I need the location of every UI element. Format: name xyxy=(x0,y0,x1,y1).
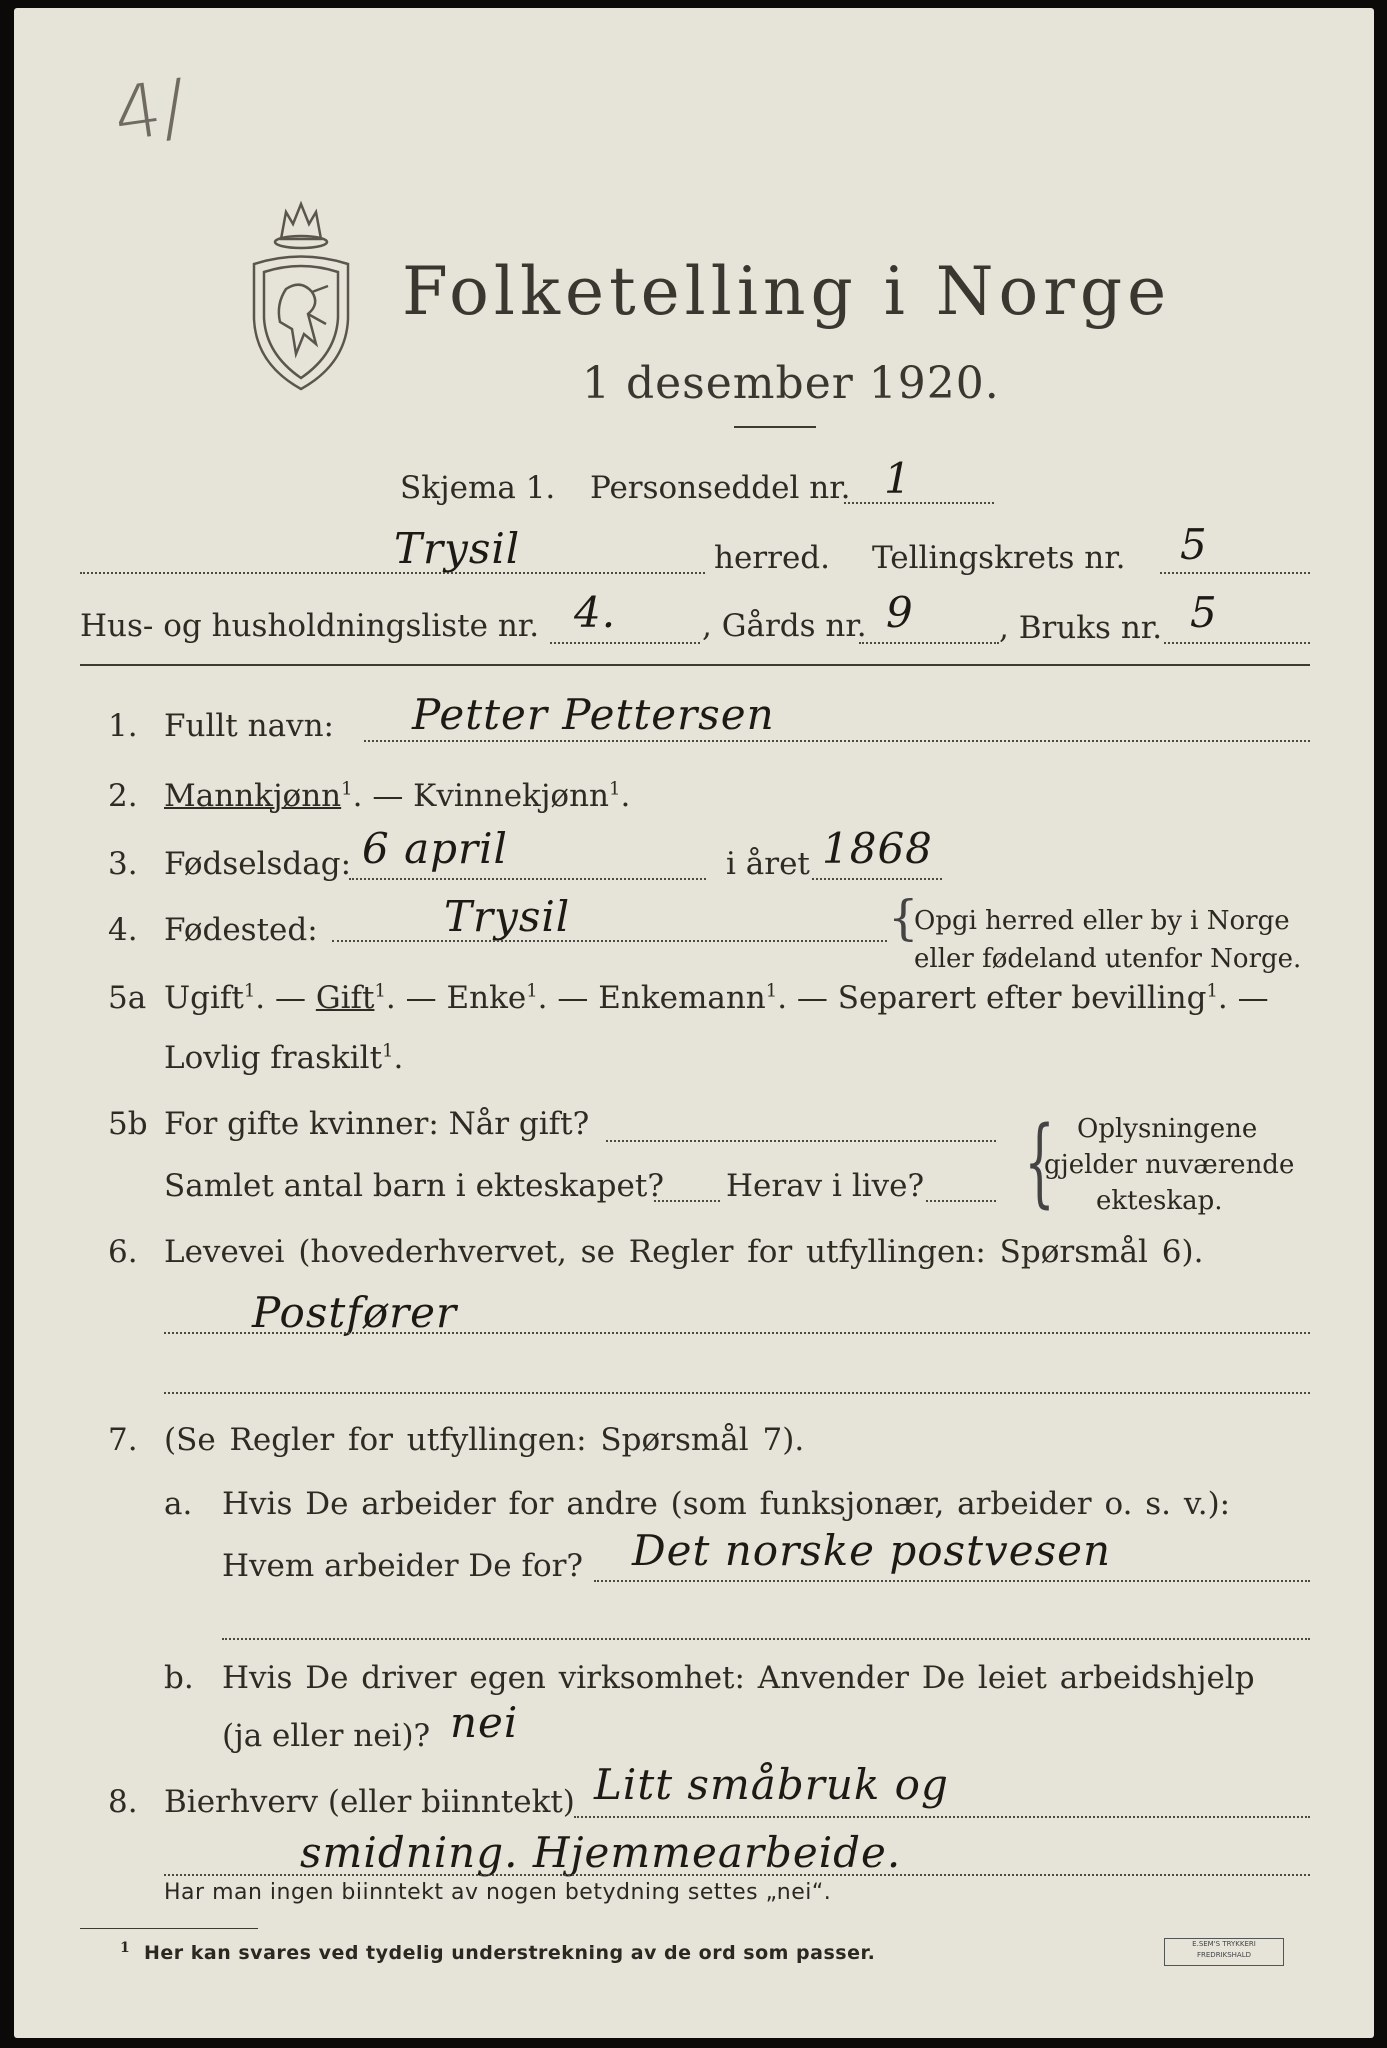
fraskilt-row xyxy=(164,1040,403,1076)
q6-number: 6. xyxy=(108,1234,138,1270)
coat-of-arms-icon xyxy=(246,194,356,394)
bruks-value[interactable]: 5 xyxy=(1190,588,1218,637)
q4-number: 4. xyxy=(108,912,138,948)
q7a-letter: a. xyxy=(164,1486,193,1522)
q7-label: (Se Regler for utfyllingen: Spørsmål 7). xyxy=(164,1422,805,1458)
dash: . — xyxy=(537,980,599,1016)
q5b-note2: gjelder nuværende xyxy=(1044,1150,1295,1180)
footnote-text: Her kan svares ved tydelig understrekning av de ord som passer. xyxy=(144,1942,876,1964)
sex-options xyxy=(164,778,630,814)
q5b-brace: { xyxy=(1024,1106,1055,1218)
option-separert[interactable]: Separert efter bevilling xyxy=(837,980,1207,1016)
birth-year-value[interactable]: 1868 xyxy=(822,824,933,873)
q2-number: 2. xyxy=(108,778,138,814)
q7-number: 7. xyxy=(108,1422,138,1458)
footnote-ref: 1 xyxy=(765,980,778,1002)
tellingskrets-value[interactable]: 5 xyxy=(1180,520,1208,569)
skjema-label: Skjema 1. xyxy=(400,470,556,506)
hus-label: Hus- og husholdningsliste nr. xyxy=(80,608,540,644)
footnote-ref: 1 xyxy=(341,778,353,800)
footnote-ref: 1 xyxy=(609,778,621,800)
option-mannkjonn[interactable]: Mannkjønn xyxy=(164,778,342,814)
birthday-value[interactable]: 6 april xyxy=(362,824,508,873)
sex-separator: . — Kvinnekjønn xyxy=(352,778,610,814)
side-income-line1 xyxy=(574,1816,1310,1818)
dash: . — xyxy=(255,980,316,1016)
year-label: i året xyxy=(726,846,810,882)
q1-label: Fullt navn: xyxy=(164,708,334,744)
census-date: 1 desember 1920. xyxy=(582,358,1000,409)
q5b-line1: For gifte kvinner: Når gift? xyxy=(164,1106,590,1142)
children-line xyxy=(654,1200,720,1202)
title-divider xyxy=(734,426,816,428)
birthplace-line xyxy=(332,940,887,942)
bruks-label: , Bruks nr. xyxy=(999,610,1163,646)
printer-stamp xyxy=(1164,1938,1284,1966)
tellingskrets-line xyxy=(1160,572,1310,574)
sex-end: . xyxy=(620,778,631,814)
employer-line1 xyxy=(594,1580,1310,1582)
herred-label: herred. xyxy=(714,540,830,576)
option-fraskilt[interactable]: Lovlig fraskilt xyxy=(164,1040,383,1076)
printer-stamp-line2: FREDRIKSHALD xyxy=(1196,1951,1251,1959)
employer-line2 xyxy=(222,1638,1310,1640)
option-enke[interactable]: Enke xyxy=(446,980,527,1016)
q6-label: Levevei (hovederhvervet, se Regler for utfyllingen: Spørsmål 6). xyxy=(164,1234,1204,1270)
gards-value[interactable]: 9 xyxy=(886,588,914,637)
q5b-note3: ekteskap. xyxy=(1096,1186,1223,1216)
option-gift[interactable]: Gift xyxy=(315,980,375,1016)
occupation-line2 xyxy=(164,1392,1310,1394)
personseddel-label: Personseddel nr. xyxy=(590,470,851,506)
gards-label: , Gårds nr. xyxy=(702,608,867,644)
option-enkemann[interactable]: Enkemann xyxy=(598,980,766,1016)
birthday-line xyxy=(349,878,706,880)
q4-label: Fødested: xyxy=(164,912,318,948)
option-ugift[interactable]: Ugift xyxy=(164,980,244,1016)
personseddel-value[interactable]: 1 xyxy=(884,454,912,503)
hus-value[interactable]: 4. xyxy=(574,588,617,637)
side-income-line2 xyxy=(164,1874,1310,1876)
side-income-value2[interactable]: smidning. Hjemmearbeide. xyxy=(300,1828,902,1877)
q5b-number: 5b xyxy=(108,1106,148,1142)
q7b-line2: (ja eller nei)? xyxy=(222,1718,431,1754)
q5b-line2a: Samlet antal barn i ekteskapet? xyxy=(164,1168,664,1204)
footnote-ref: 1 xyxy=(1206,980,1218,1002)
dash: . — xyxy=(1217,980,1269,1016)
q5a-number: 5a xyxy=(108,980,147,1016)
occupation-line1 xyxy=(164,1332,1310,1334)
q4-note-line2: eller fødeland utenfor Norge. xyxy=(914,944,1302,974)
q8-label: Bierhverv (eller biinntekt) xyxy=(164,1784,575,1820)
birth-year-line xyxy=(812,878,942,880)
married-date-line xyxy=(606,1140,996,1142)
footnote-ref: 1 xyxy=(243,980,256,1002)
q5b-line2b: Herav i live? xyxy=(726,1168,925,1204)
q7a-line2: Hvem arbeider De for? xyxy=(222,1548,584,1584)
footnote-mark: 1 xyxy=(120,1940,131,1956)
hired-help-value[interactable]: nei xyxy=(450,1698,519,1747)
employer-value[interactable]: Det norske postvesen xyxy=(632,1526,1112,1575)
footnote-divider xyxy=(80,1928,258,1929)
q1-number: 1. xyxy=(108,708,138,744)
herred-value[interactable]: Trysil xyxy=(394,524,521,573)
printer-stamp-line1: E.SEM'S TRYKKERI xyxy=(1192,1940,1256,1948)
gards-line xyxy=(859,642,999,644)
q3-number: 3. xyxy=(108,846,138,882)
q4-brace: { xyxy=(888,890,919,946)
children-alive-line xyxy=(926,1200,996,1202)
q7a-line1: Hvis De arbeider for andre (som funksjonær, arbeider o. s. v.): xyxy=(222,1486,1231,1522)
birthplace-value[interactable]: Trysil xyxy=(444,892,571,941)
q7b-line1: Hvis De driver egen virksomhet: Anvender De leiet arbeidshjelp xyxy=(222,1660,1255,1696)
q7b-letter: b. xyxy=(164,1660,194,1696)
personseddel-line xyxy=(844,502,994,504)
q3-label: Fødselsdag: xyxy=(164,846,352,882)
full-name-value[interactable]: Petter Pettersen xyxy=(412,690,775,739)
tellingskrets-label: Tellingskrets nr. xyxy=(872,540,1126,576)
footnote-ref: 1 xyxy=(374,980,386,1002)
header-divider xyxy=(80,664,1310,666)
dash: . — xyxy=(385,980,447,1016)
side-income-value1[interactable]: Litt småbruk og xyxy=(594,1760,949,1809)
census-form-sheet xyxy=(14,8,1374,2038)
herred-line xyxy=(80,572,705,574)
footnote-ref: 1 xyxy=(382,1040,394,1062)
footnote-ref: 1 xyxy=(526,980,538,1002)
form-title: Folketelling i Norge xyxy=(402,253,1172,330)
q8-note: Har man ingen biinntekt av nogen betydning settes „nei“. xyxy=(164,1880,832,1905)
dash: . — xyxy=(777,980,838,1016)
q5b-note1: Oplysningene xyxy=(1077,1114,1258,1144)
hus-line xyxy=(550,642,700,644)
corner-mark: 4/ xyxy=(108,63,192,159)
q4-note-line1: Opgi herred eller by i Norge xyxy=(914,906,1290,936)
fraskilt-end: . xyxy=(393,1040,404,1076)
marital-options xyxy=(164,980,1269,1016)
occupation-value[interactable]: Postfører xyxy=(252,1288,458,1337)
full-name-line xyxy=(364,740,1310,742)
bruks-line xyxy=(1164,642,1310,644)
q8-number: 8. xyxy=(108,1784,138,1820)
